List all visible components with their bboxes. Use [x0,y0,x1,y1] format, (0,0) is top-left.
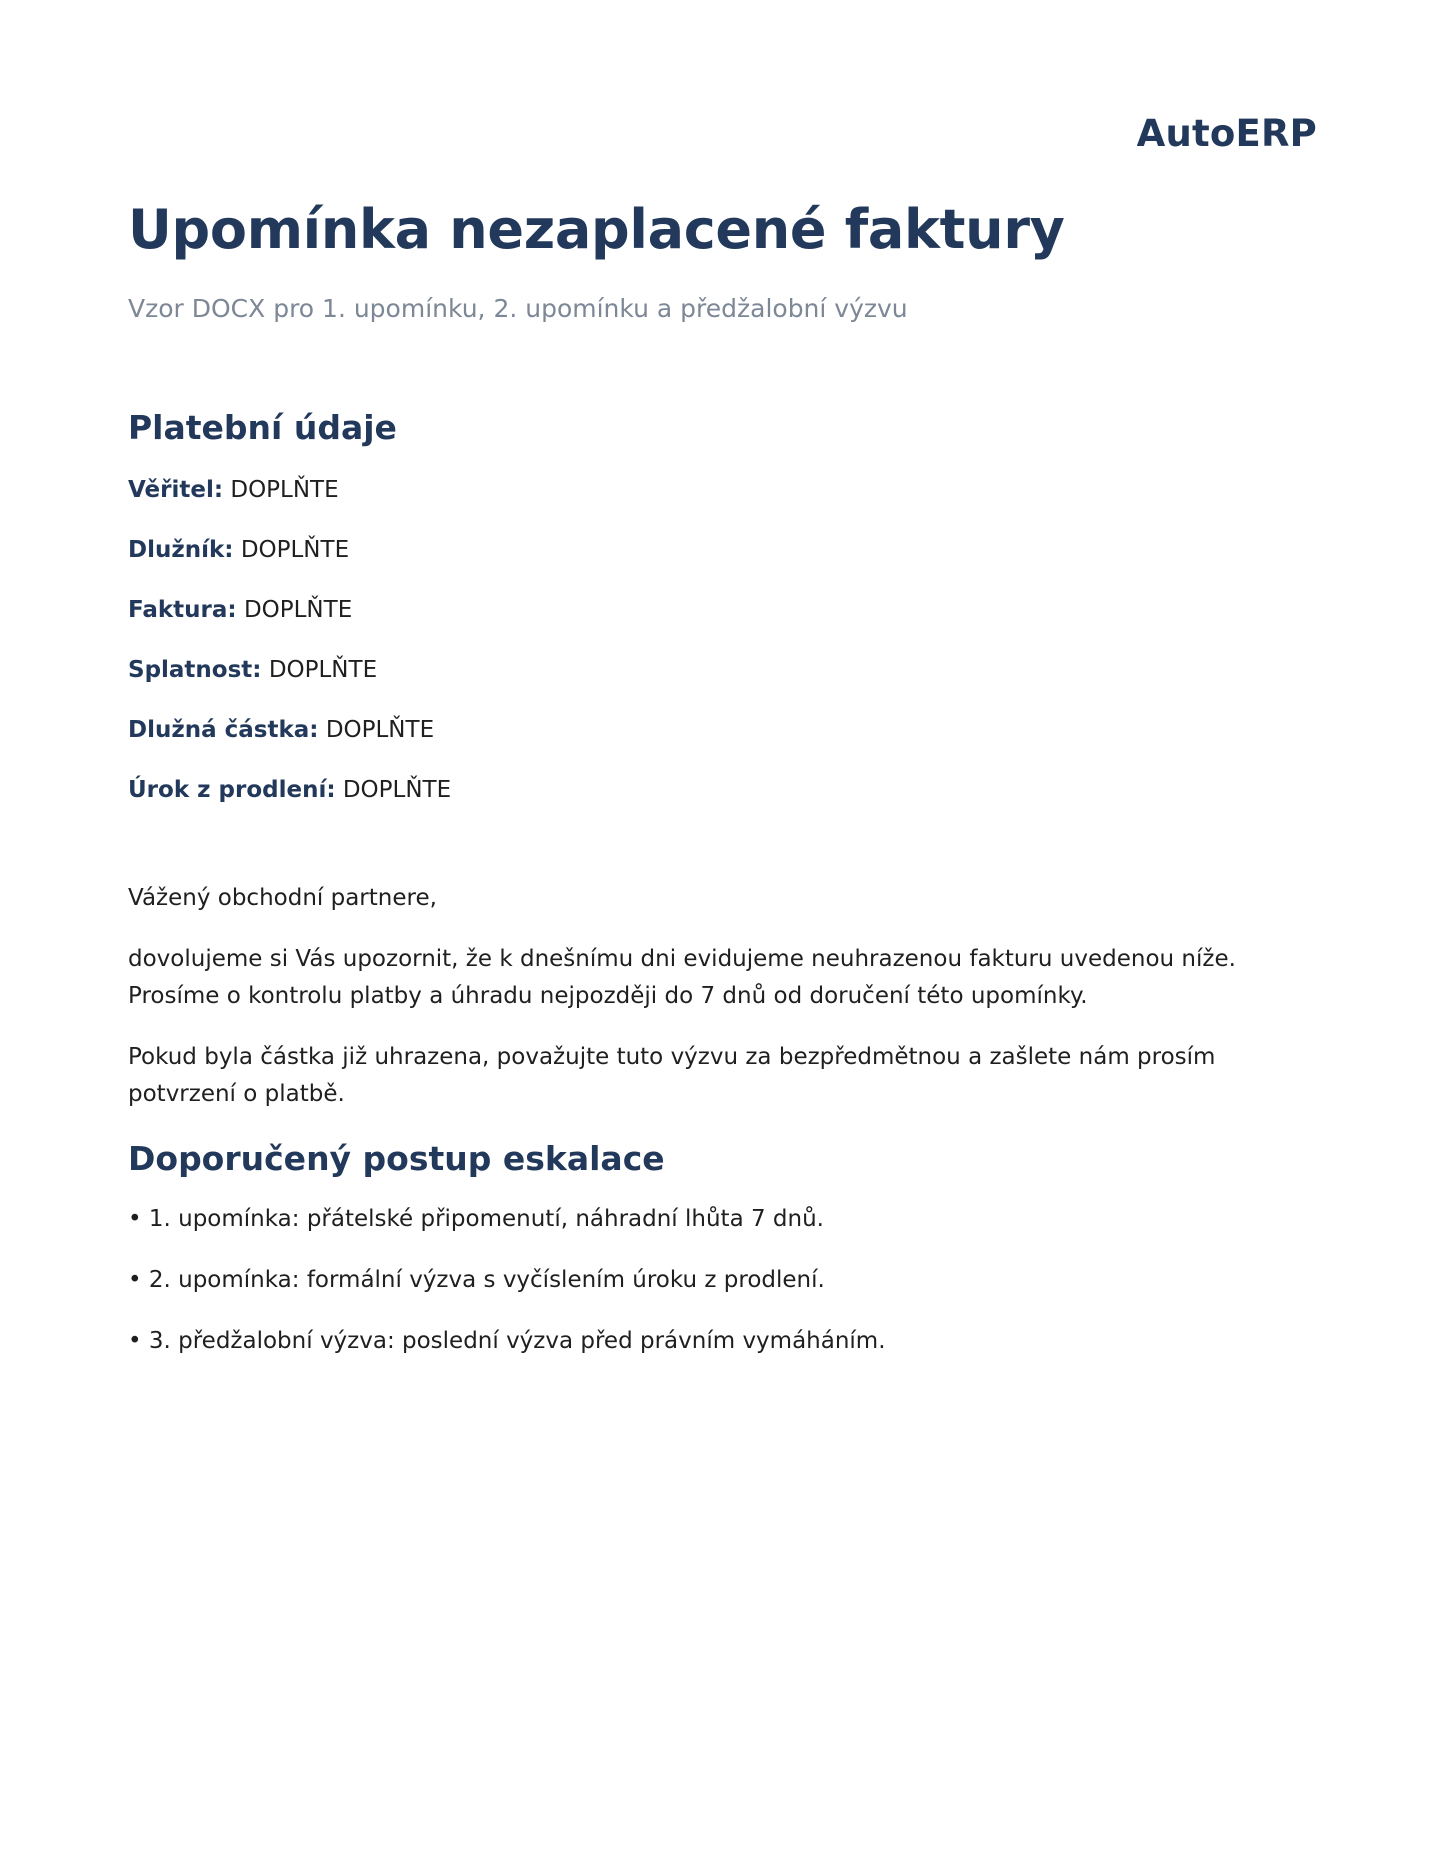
escalation-step: • 2. upomínka: formální výzva s vyčíslením úroku z prodlení. [128,1267,825,1293]
payment-info-list [128,474,1318,806]
letter-salutation: Vážený obchodní partnere, [128,885,437,911]
info-label: Úrok z prodlení: [128,777,336,803]
document-title: Upomínka nezaplacené faktury [128,198,1065,261]
letter-body [128,880,1318,1113]
escalation-step: • 1. upomínka: přátelské připomenutí, náhradní lhůta 7 dnů. [128,1206,824,1232]
info-value: DOPLŇTE [342,777,452,803]
info-value: DOPLŇTE [230,477,339,503]
document-content [128,196,1318,1386]
letter-paragraph: Pokud byla částka již uhrazena, považujte tuto výzvu za bezpředmětnou a zašlete nám prosím potvrzení o platbě. [128,1044,1216,1107]
escalation-step: • 3. předžalobní výzva: poslední výzva před právním vymáháním. [128,1328,886,1354]
info-row-amount-due [128,714,1318,746]
payment-heading: Platební údaje [128,408,397,447]
payment-section [128,406,1318,806]
info-label: Faktura: [128,597,237,623]
brand-logo-text: AutoERP [1136,112,1317,155]
info-value: DOPLŇTE [325,717,435,743]
info-row-due-date [128,654,1318,686]
info-row-debtor [128,534,1318,566]
letter-paragraph: dovolujeme si Vás upozornit, že k dnešnímu dni evidujeme neuhrazenou fakturu uvedenou níže. Prosíme o kontrolu platby a úhradu nejpozději do 7 dnů od doručení této upomínky. [128,946,1236,1009]
info-value: DOPLŇTE [240,537,350,563]
info-label: Věřitel: [128,477,224,503]
escalation-heading: Doporučený postup eskalace [128,1139,665,1178]
info-value: DOPLŇTE [268,657,378,683]
info-row-invoice [128,594,1318,626]
info-label: Splatnost: [128,657,262,683]
info-row-late-interest [128,774,1318,806]
info-row-creditor [128,474,1318,506]
info-label: Dlužná částka: [128,717,319,743]
info-value: DOPLŇTE [243,597,353,623]
escalation-section [128,1137,1318,1357]
info-label: Dlužník: [128,537,234,563]
document-subtitle: Vzor DOCX pro 1. upomínku, 2. upomínku a předžalobní výzvu [128,294,908,323]
escalation-steps [128,1203,1318,1357]
